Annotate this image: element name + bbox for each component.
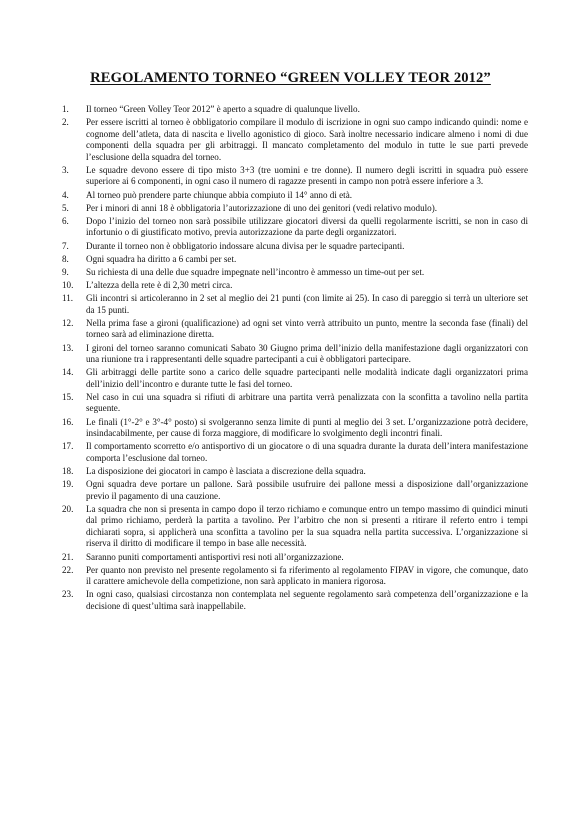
rule-number: 11. xyxy=(62,293,74,304)
rule-item xyxy=(62,216,528,239)
rule-item xyxy=(62,552,528,564)
rule-item xyxy=(62,392,528,415)
rule-text: Al torneo può prendere parte chiunque abbia compiuto il 14° anno di età. xyxy=(86,189,353,200)
rule-item xyxy=(62,203,528,215)
rule-text: Gli arbitraggi delle partite sono a carico delle squadre partecipanti nelle modalità indicate dagli organizzatori prima dell’inizio dell’incontro e durante tutte le fasi del torneo. xyxy=(86,367,528,389)
rule-number: 3. xyxy=(62,164,69,175)
rule-text: Le squadre devono essere di tipo misto 3+3 (tre uomini e tre donne). Il numero degli iscritti in squadra può essere superiore ai 6 componenti, in ogni caso il numero di ragazze presenti in campo non potrà essere inferiore a 3. xyxy=(86,164,528,187)
rule-item xyxy=(62,165,528,188)
rule-text: Per quanto non previsto nel presente regolamento si fa riferimento al regolamento FIPAV in vigore, che comunque, dato il carattere amichevole della competizione, non sarà applicato in maniera rigorosa. xyxy=(86,564,528,587)
rule-number: 22. xyxy=(62,564,74,575)
rule-number: 9. xyxy=(62,266,69,277)
rule-item xyxy=(62,504,528,550)
rule-text: Ogni squadra ha diritto a 6 cambi per set. xyxy=(86,253,237,264)
rule-item xyxy=(62,190,528,202)
rule-number: 15. xyxy=(62,391,74,402)
rule-item xyxy=(62,343,528,366)
rule-item xyxy=(62,117,528,163)
rule-text: Dopo l’inizio del torneo non sarà possibile utilizzare giocatori diversi da quelli regolarmente iscritti, se non in caso di infortunio o di giustificato motivo, previa autorizzazione da parte degli organizzatori. xyxy=(86,215,528,238)
rule-item xyxy=(62,293,528,316)
rule-number: 2. xyxy=(62,117,69,128)
rule-text: Durante il torneo non è obbligatorio indossare alcuna divisa per le squadre partecipanti. xyxy=(86,240,405,251)
rule-item xyxy=(62,280,528,292)
rule-number: 14. xyxy=(62,367,74,378)
rule-text: Nella prima fase a gironi (qualificazione) ad ogni set vinto verrà attribuito un punto, mentre la seconda fase (finali) del torneo sarà ad eliminazione diretta. xyxy=(86,317,528,340)
rule-text: Su richiesta di una delle due squadre impegnate nell’incontro è ammesso un time-out per set. xyxy=(86,266,425,277)
rule-item xyxy=(62,417,528,440)
rule-item xyxy=(62,254,528,266)
rule-text: La disposizione dei giocatori in campo è lasciata a discrezione della squadra. xyxy=(86,465,366,476)
rule-text: Gli incontri si articoleranno in 2 set al meglio dei 21 punti (con limite ai 25). In caso di pareggio si terrà un ulteriore set da 15 punti. xyxy=(86,293,528,315)
page-title: REGOLAMENTO TORNEO “GREEN VOLLEY TEOR 2012” xyxy=(90,70,491,86)
rule-text: Nel caso in cui una squadra si rifiuti di arbitrare una partita verrà penalizzata con la sconfitta a tavolino nella partita seguente. xyxy=(86,391,528,414)
rule-number: 13. xyxy=(62,342,74,353)
rule-text: Ogni squadra deve portare un pallone. Sarà possibile usufruire dei pallone messi a disposizione dall’organizzazione previo il pagamento di una cauzione. xyxy=(86,479,528,501)
rule-text: In ogni caso, qualsiasi circostanza non contemplata nel seguente regolamento sarà competenza dell’organizzazione e la decisione di quest’ultima sarà inappellabile. xyxy=(86,589,528,611)
rule-number: 17. xyxy=(62,441,74,452)
rule-number: 20. xyxy=(62,503,74,514)
rule-text: La squadra che non si presenta in campo dopo il terzo richiamo e comunque entro un tempo massimo di quindici minuti dal primo richiamo, perderà la partita a tavolino. Per l’arbitro che non si presenti a ritirare il referto entro i tempi dichiarati sopra, si applicherà una sconfitta a tavolino per la sua squadra nella partita successiva. L’organizzazione si riserva il diritto di modificare il tempo in base alle necessità. xyxy=(86,503,528,549)
rule-number: 16. xyxy=(62,416,74,427)
rule-number: 23. xyxy=(62,589,74,600)
rule-number: 1. xyxy=(62,104,69,114)
rule-item xyxy=(62,565,528,588)
rule-text: Per essere iscritti al torneo è obbligatorio compilare il modulo di iscrizione in ogni suo campo indicando quindi: nome e cognome dell’atleta, data di nascita e livello agonistico di gioco. Sarà inoltre necessario indicare almeno i nomi di due componenti della squadra per gli arbitraggi. Il mancato completamento del modulo in tutte le sue parti prevede l’esclusione della squadra del torneo. xyxy=(86,117,528,162)
rule-item xyxy=(62,104,528,116)
rule-number: 7. xyxy=(62,240,69,251)
rule-number: 18. xyxy=(62,465,74,476)
rule-text: Saranno puniti comportamenti antisportivi resi noti all’organizzazione. xyxy=(86,551,344,562)
rule-item xyxy=(62,267,528,279)
rule-text: Per i minori di anni 18 è obbligatoria l’autorizzazione di uno dei genitori (vedi relativo modulo). xyxy=(86,202,438,213)
rule-item xyxy=(62,441,528,464)
rule-item xyxy=(62,589,528,612)
rule-number: 12. xyxy=(62,317,74,328)
rule-text: I gironi del torneo saranno comunicati Sabato 30 Giugno prima dell’inizio della manifestazione dagli organizzatori con una riunione tra i rappresentanti delle squadre partecipanti a cui è obbligatori partecipare. xyxy=(86,342,528,365)
rule-number: 21. xyxy=(62,551,74,562)
rule-item xyxy=(62,318,528,341)
rule-number: 19. xyxy=(62,479,74,490)
rule-item xyxy=(62,241,528,253)
rule-text: Le finali (1°-2° e 3°-4° posto) si svolgeranno senza limite di punti al meglio dei 3 set. L’organizzazione potrà decidere, insindacabilmente, per cause di forza maggiore, di modificare lo svolgimento degli incontri finali. xyxy=(86,416,528,439)
rule-number: 5. xyxy=(62,202,69,213)
rule-text: L’altezza della rete è di 2,30 metri circa. xyxy=(86,280,233,290)
rule-item xyxy=(62,367,528,390)
rule-number: 4. xyxy=(62,189,69,200)
rule-text: Il comportamento scorretto e/o antisportivo di un giocatore o di una squadra durante la durata dell’intera manifestazione comporta l’esclusione dal torneo. xyxy=(86,441,528,463)
rule-text: Il torneo “Green Volley Teor 2012” è aperto a squadre di qualunque livello. xyxy=(86,104,360,114)
rule-item xyxy=(62,479,528,502)
rule-number: 8. xyxy=(62,253,69,264)
rule-number: 10. xyxy=(62,280,74,290)
rule-item xyxy=(62,466,528,478)
rules-list xyxy=(62,104,528,614)
rule-number: 6. xyxy=(62,215,69,226)
